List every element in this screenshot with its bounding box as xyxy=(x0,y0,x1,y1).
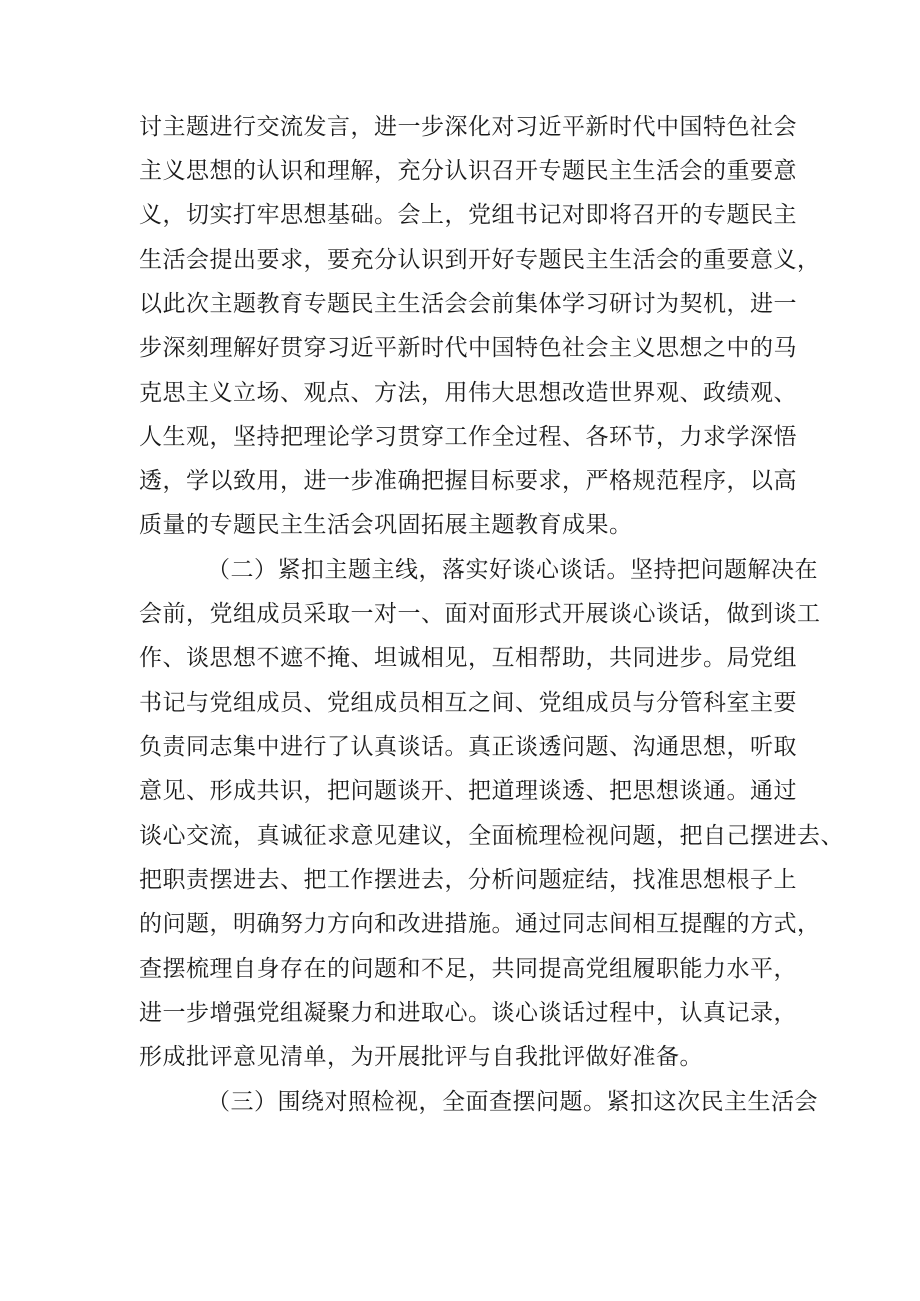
text-line: 步深刻理解好贯穿习近平新时代中国特色社会主义思想之中的马 xyxy=(139,335,797,361)
text-line: 人生观，坚持把理论学习贯穿工作全过程、各环节，力求学深悟 xyxy=(139,424,797,450)
text-line: 会前，党组成员采取一对一、面对面形式开展谈心谈话，做到谈工 xyxy=(139,601,821,627)
text-line: 形成批评意见清单，为开展批评与自我批评做好准备。 xyxy=(139,1044,703,1070)
text-line: 把职责摆进去、把工作摆进去，分析问题症结，找准思想根子上 xyxy=(139,867,797,893)
text-line: 作、谈思想不遮不掩、坦诚相见，互相帮助，共同进步。局党组 xyxy=(139,645,797,671)
text-line: 质量的专题民主生活会巩固拓展主题教育成果。 xyxy=(139,512,633,538)
text-line: 讨主题进行交流发言，进一步深化对习近平新时代中国特色社会 xyxy=(139,114,797,140)
text-line: 以此次主题教育专题民主生活会会前集体学习研讨为契机，进一 xyxy=(139,291,797,317)
text-line: 义，切实打牢思想基础。会上，党组书记对即将召开的专题民主 xyxy=(139,202,797,228)
text-line: （三）围绕对照检视，全面查摆问题。紧扣这次民主生活会 xyxy=(207,1089,818,1115)
text-line: 透，学以致用，进一步准确把握目标要求，严格规范程序，以高 xyxy=(139,468,797,494)
text-line: 生活会提出要求，要充分认识到开好专题民主生活会的重要意义， xyxy=(139,247,821,273)
text-line: （二）紧扣主题主线，落实好谈心谈话。坚持把问题解决在 xyxy=(207,557,818,583)
text-line: 主义思想的认识和理解，充分认识召开专题民主生活会的重要意 xyxy=(139,158,797,184)
text-line: 的问题，明确努力方向和改进措施。通过同志间相互提醒的方式， xyxy=(139,911,821,937)
text-line: 进一步增强党组凝聚力和进取心。谈心谈话过程中，认真记录， xyxy=(139,1000,797,1026)
text-line: 谈心交流，真诚征求意见建议，全面梳理检视问题，把自己摆进去、 xyxy=(139,823,844,849)
text-line: 负责同志集中进行了认真谈话。真正谈透问题、沟通思想，听取 xyxy=(139,734,797,760)
text-line: 意见、形成共识，把问题谈开、把道理谈透、把思想谈通。通过 xyxy=(139,778,797,804)
text-line: 查摆梳理自身存在的问题和不足，共同提高党组履职能力水平， xyxy=(139,956,797,982)
text-line: 克思主义立场、观点、方法，用伟大思想改造世界观、政绩观、 xyxy=(139,380,797,406)
text-line: 书记与党组成员、党组成员相互之间、党组成员与分管科室主要 xyxy=(139,690,797,716)
